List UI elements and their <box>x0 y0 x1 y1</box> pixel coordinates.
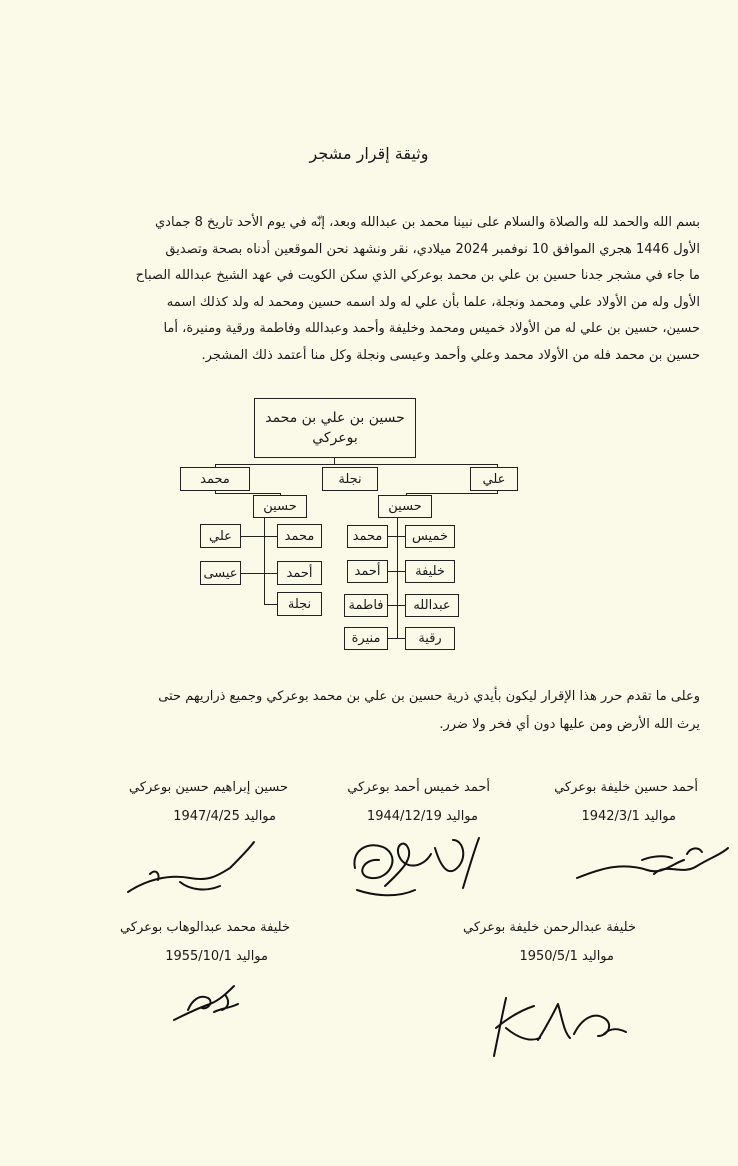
signatory-dob: مواليد 1942/3/1 <box>581 809 676 824</box>
tree-connector <box>215 493 281 494</box>
signature-5 <box>168 978 248 1028</box>
signatory-name: أحمد حسين خليفة بوعركي <box>554 780 698 795</box>
tree-connector <box>241 536 277 537</box>
tree-grandchild: أحمد <box>277 561 322 585</box>
tree-child-najla: نجلة <box>322 467 378 491</box>
document-title: وثيقة إقرار مشجر <box>309 144 429 163</box>
tree-root-box <box>254 398 416 458</box>
tree-grandchild: محمد <box>277 524 322 548</box>
tree-connector <box>388 638 405 639</box>
tree-connector <box>406 493 498 494</box>
signatory-2 <box>347 780 490 824</box>
signatory-dob: مواليد 1947/4/25 <box>173 809 276 824</box>
tree-connector <box>388 605 405 606</box>
tree-grandchild: خميس <box>405 525 455 548</box>
tree-root-family: بوعركي <box>312 430 358 446</box>
body-line: حسين، حسين بن علي له من الأولاد خميس ومحمد وخليفة وأحمد وعبدالله وفاطمة ورقية ومنيرة، أما <box>163 321 700 336</box>
tree-grandson-hussein-ali: حسين <box>378 495 432 518</box>
tree-connector <box>264 518 265 604</box>
signatory-dob: مواليد 1950/5/1 <box>519 949 614 964</box>
tree-grandchild: علي <box>200 524 241 548</box>
signatory-name: خليفة عبدالرحمن خليفة بوعركي <box>463 920 636 935</box>
body-line: ما جاء في مشجر جدنا حسين بن علي بن محمد بوعركي الذي سكن الكويت في عهد الشيخ عبدالله الصباح <box>135 268 700 283</box>
signatory-1 <box>554 780 698 824</box>
signature-1 <box>572 840 732 890</box>
signature-4 <box>478 988 638 1062</box>
tree-grandchild: منيرة <box>344 627 388 650</box>
closing-line: وعلى ما تقدم حرر هذا الإقرار ليكون بأيدي ذرية حسين بن علي بن محمد بوعركي وجميع ذراريهم حتى <box>158 689 700 704</box>
body-line: الأول وله من الأولاد علي ومحمد ونجلة، علما بأن علي له ولد اسمه حسين ومحمد له ولد كذلك اسمه <box>166 294 700 310</box>
tree-grandson-hussein-muhammad: حسين <box>253 495 307 518</box>
tree-connector <box>388 536 405 537</box>
tree-grandchild: محمد <box>347 525 388 548</box>
tree-grandchild: عيسى <box>200 561 241 585</box>
signature-3 <box>120 834 270 904</box>
closing-line: يرث الله الأرض ومن عليها دون أي فخر ولا ضرر. <box>439 717 700 732</box>
body-line: بسم الله والحمد لله والصلاة والسلام على نبينا محمد بن عبدالله وبعد، إنّه في يوم الأحد تاريخ 8 جمادي <box>155 215 700 230</box>
tree-grandchild: فاطمة <box>344 594 388 617</box>
signatory-5 <box>120 920 290 964</box>
signatory-dob: مواليد 1955/10/1 <box>165 949 268 964</box>
tree-connector <box>215 464 498 465</box>
tree-child-muhammad: محمد <box>180 467 250 491</box>
tree-grandchild: عبدالله <box>405 594 459 617</box>
signatory-4 <box>463 920 636 964</box>
body-line: حسين بن محمد فله من الأولاد محمد وعلي وأحمد وعيسى ونجلة وكل منا أعتمد ذلك المشجر. <box>201 347 700 363</box>
body-line: الأول 1446 هجري الموافق 10 نوفمبر 2024 ميلادي، نقر ونشهد نحن الموقعين أدناه بصحة وتصديق <box>165 241 700 257</box>
tree-grandchild: رقية <box>405 627 455 650</box>
tree-connector <box>241 573 277 574</box>
tree-connector <box>264 604 277 605</box>
signatory-name: حسين إبراهيم حسين بوعركي <box>128 780 288 795</box>
tree-grandchild: أحمد <box>347 560 388 583</box>
signatory-name: أحمد خميس أحمد بوعركي <box>347 780 490 795</box>
tree-connector <box>388 571 405 572</box>
signature-2 <box>345 828 485 904</box>
tree-grandchild: خليفة <box>405 560 455 583</box>
signatory-3 <box>129 780 288 824</box>
signatory-name: خليفة محمد عبدالوهاب بوعركي <box>119 920 290 935</box>
tree-grandchild: نجلة <box>277 592 322 616</box>
tree-child-ali: علي <box>470 467 518 491</box>
tree-root-name: حسين بن علي بن محمد <box>265 410 405 426</box>
closing-paragraph <box>40 683 700 739</box>
signatory-dob: مواليد 1944/12/19 <box>366 809 478 824</box>
